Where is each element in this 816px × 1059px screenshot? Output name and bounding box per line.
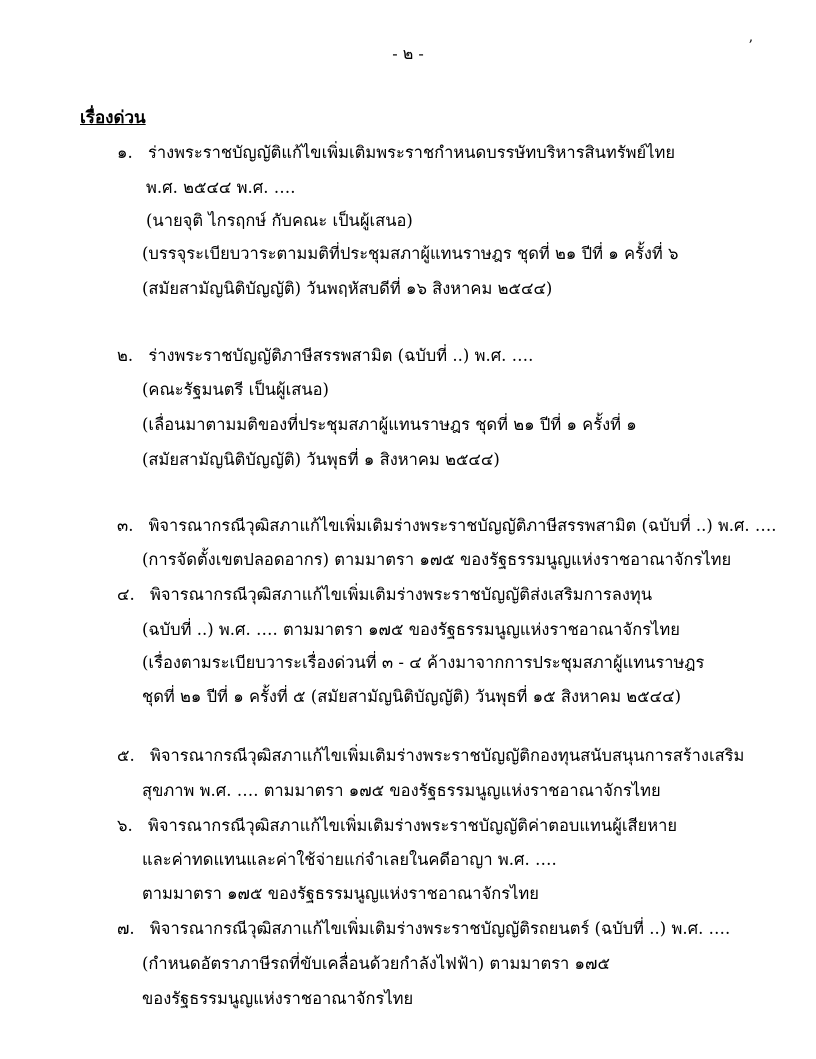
section-heading: เรื่องด่วน xyxy=(80,108,146,128)
item-line: (การจัดตั้งเขตปลอดอากร) ตามมาตรา ๑๗๕ ของรัฐธรรมนูญแห่งราชอาณาจักรไทย xyxy=(142,550,732,569)
item-line: ร่างพระราชบัญญัติภาษีสรรพสามิต (ฉบับที่ ..) พ.ศ. …. xyxy=(148,346,534,365)
agenda-item-7 xyxy=(117,918,730,940)
item-line: ร่างพระราชบัญญัติแก้ไขเพิ่มเติมพระราชกำหนดบรรษัทบริหารสินทรัพย์ไทย xyxy=(147,143,676,162)
item-number: ๕. xyxy=(117,746,135,765)
item-line: พิจารณากรณีวุฒิสภาแก้ไขเพิ่มเติมร่างพระราชบัญญัติค่าตอบแทนผู้เสียหาย xyxy=(147,816,678,835)
item-line: พิจารณากรณีวุฒิสภาแก้ไขเพิ่มเติมร่างพระราชบัญญัติภาษีสรรพสามิต (ฉบับที่ ..) พ.ศ. …. xyxy=(148,516,777,535)
item-line: (เลื่อนมาตามมติของที่ประชุมสภาผู้แทนราษฎร ชุดที่ ๒๑ ปีที่ ๑ ครั้งที่ ๑ xyxy=(142,415,637,434)
item-line: ของรัฐธรรมนูญแห่งราชอาณาจักรไทย xyxy=(142,989,414,1008)
item-line: (สมัยสามัญนิติบัญญัติ) วันพฤหัสบดีที่ ๑๖ สิงหาคม ๒๕๔๔) xyxy=(142,279,553,298)
item-number: ๒. xyxy=(117,346,134,365)
item-number: ๗. xyxy=(117,919,135,938)
item-number: ๓. xyxy=(117,516,134,535)
agenda-item-1 xyxy=(117,142,675,164)
item-line: (ฉบับที่ ..) พ.ศ. …. ตามมาตรา ๑๗๕ ของรัฐธรรมนูญแห่งราชอาณาจักรไทย xyxy=(142,620,680,639)
item-number: ๖. xyxy=(117,816,133,835)
item-line: (บรรจุระเบียบวาระตามมติที่ประชุมสภาผู้แทนราษฎร ชุดที่ ๒๑ ปีที่ ๑ ครั้งที่ ๖ xyxy=(142,244,679,263)
page-number: - ๒ - xyxy=(392,44,424,63)
item-line: (เรื่องตามระเบียบวาระเรื่องด่วนที่ ๓ - ๔ ค้างมาจากการประชุมสภาผู้แทนราษฎร xyxy=(142,653,705,672)
item-line: พ.ศ. ๒๕๔๔ พ.ศ. …. xyxy=(146,178,296,197)
item-line: พิจารณากรณีวุฒิสภาแก้ไขเพิ่มเติมร่างพระราชบัญญัติกองทุนสนับสนุนการสร้างเสริม xyxy=(149,746,745,765)
item-line: ชุดที่ ๒๑ ปีที่ ๑ ครั้งที่ ๕ (สมัยสามัญนิติบัญญัติ) วันพุธที่ ๑๕ สิงหาคม ๒๕๔๔) xyxy=(142,687,682,706)
item-line: สุขภาพ พ.ศ. …. ตามมาตรา ๑๗๕ ของรัฐธรรมนูญแห่งราชอาณาจักรไทย xyxy=(142,781,661,800)
agenda-item-3 xyxy=(117,515,776,537)
item-number: ๑. xyxy=(117,143,133,162)
agenda-item-6 xyxy=(117,815,677,837)
agenda-item-5 xyxy=(117,745,744,767)
item-line: และค่าทดแทนและค่าใช้จ่ายแก่จำเลยในคดีอาญา พ.ศ. …. xyxy=(142,850,557,869)
item-number: ๔. xyxy=(117,585,135,604)
item-line: (นายจุติ ไกรฤกษ์ กับคณะ เป็นผู้เสนอ) xyxy=(146,211,413,230)
agenda-item-4 xyxy=(117,584,652,606)
item-line: (กำหนดอัตราภาษีรถที่ขับเคลื่อนด้วยกำลังไฟฟ้า) ตามมาตรา ๑๗๕ xyxy=(142,954,610,973)
item-line: (คณะรัฐมนตรี เป็นผู้เสนอ) xyxy=(142,380,329,399)
item-line: พิจารณากรณีวุฒิสภาแก้ไขเพิ่มเติมร่างพระราชบัญญัติรถยนตร์ (ฉบับที่ ..) พ.ศ. …. xyxy=(149,919,731,938)
item-line: พิจารณากรณีวุฒิสภาแก้ไขเพิ่มเติมร่างพระราชบัญญัติส่งเสริมการลงทุน xyxy=(149,585,653,604)
scan-mark: ʼ xyxy=(748,38,753,54)
item-line: (สมัยสามัญนิติบัญญัติ) วันพุธที่ ๑ สิงหาคม ๒๕๔๔) xyxy=(142,450,500,469)
item-line: ตามมาตรา ๑๗๕ ของรัฐธรรมนูญแห่งราชอาณาจักรไทย xyxy=(142,884,539,903)
agenda-item-2 xyxy=(117,345,533,367)
